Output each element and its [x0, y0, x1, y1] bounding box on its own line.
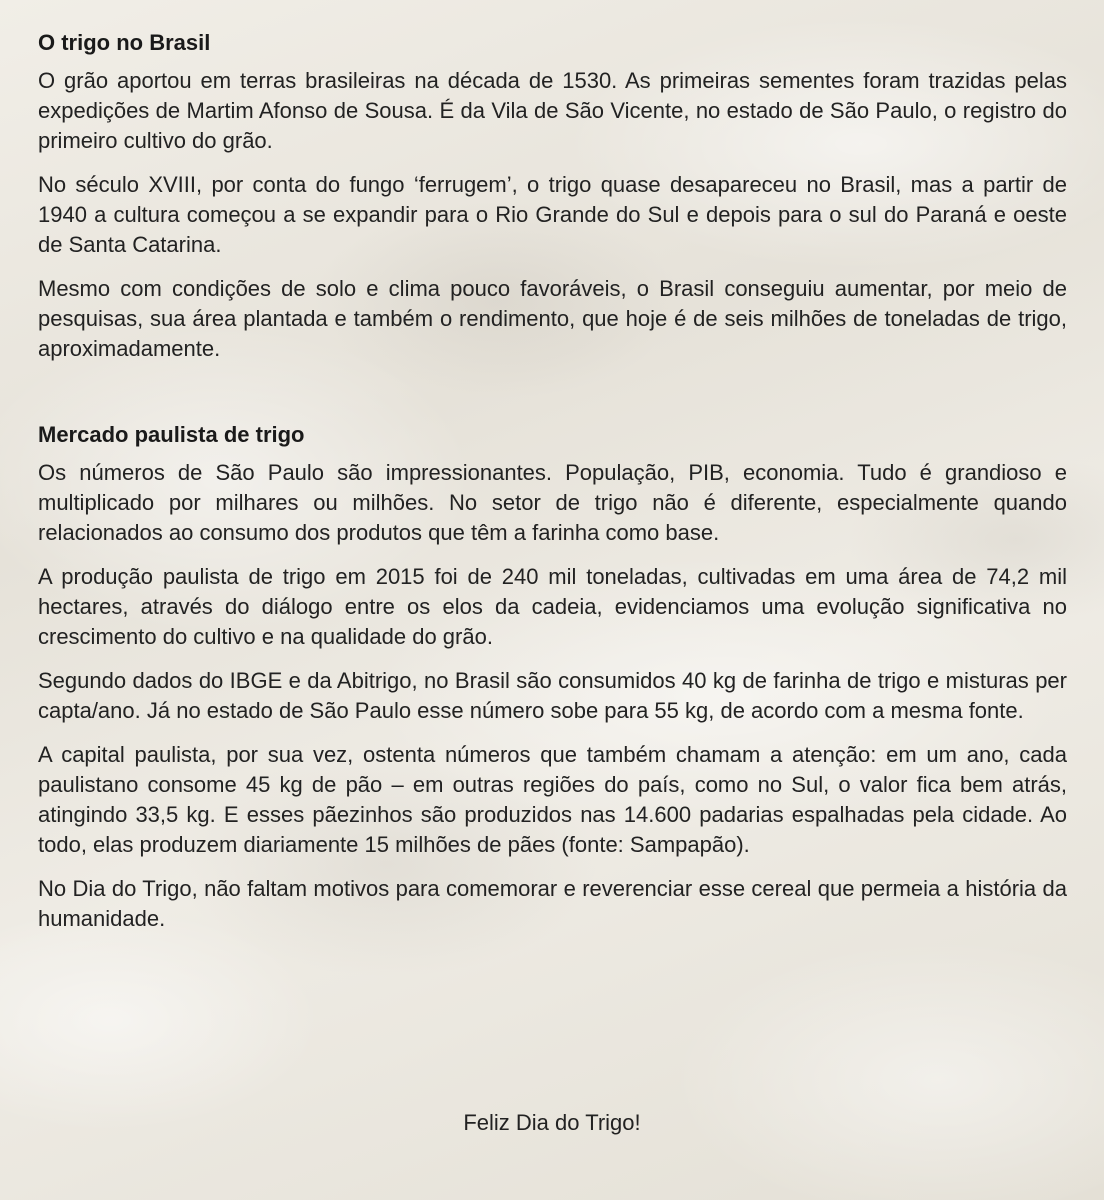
paragraph: Mesmo com condições de solo e clima pouco favoráveis, o Brasil conseguiu aumentar, por meio de pesquisas, sua área plantada e também o rendimento, que hoje é de seis milhões de toneladas de trigo, aproximadamente. [38, 276, 1067, 361]
section-spacer [38, 378, 1067, 420]
closing-message: Feliz Dia do Trigo! [463, 1110, 641, 1135]
paragraph: O grão aportou em terras brasileiras na década de 1530. As primeiras sementes foram trazidas pelas expedições de Martim Afonso de Sousa. É da Vila de São Vicente, no estado de São Paulo, o registro do primeiro cultivo do grão. [38, 68, 1067, 153]
paragraph: Os números de São Paulo são impressionantes. População, PIB, economia. Tudo é grandioso e multiplicado por milhares ou milhões. No setor de trigo não é diferente, especialmente quando relacionados ao consumo dos produtos que têm a farinha como base. [38, 460, 1067, 545]
section-mercado-paulista [38, 420, 1067, 934]
paragraph: No século XVIII, por conta do fungo ‘ferrugem’, o trigo quase desapareceu no Brasil, mas a partir de 1940 a cultura começou a se expandir para o Rio Grande do Sul e depois para o sul do Paraná e oeste de Santa Catarina. [38, 172, 1067, 257]
section-title: Mercado paulista de trigo [38, 422, 305, 447]
article [38, 28, 1067, 948]
paragraph: A capital paulista, por sua vez, ostenta números que também chamam a atenção: em um ano, cada paulistano consome 45 kg de pão – em outras regiões do país, como no Sul, o valor fica bem atrás, atingindo 33,5 kg. E esses pãezinhos são produzidos nas 14.600 padarias espalhadas pela cidade. Ao todo, elas produzem diariamente 15 milhões de pães (fonte: Sampapão). [38, 742, 1067, 857]
paragraph: A produção paulista de trigo em 2015 foi de 240 mil toneladas, cultivadas em uma área de 74,2 mil hectares, através do diálogo entre os elos da cadeia, evidenciamos uma evolução significativa no crescimento do cultivo e na qualidade do grão. [38, 564, 1067, 649]
paragraph: Segundo dados do IBGE e da Abitrigo, no Brasil são consumidos 40 kg de farinha de trigo e misturas per capta/ano. Já no estado de São Paulo esse número sobe para 55 kg, de acordo com a mesma fonte. [38, 668, 1067, 723]
paragraph: No Dia do Trigo, não faltam motivos para comemorar e reverenciar esse cereal que permeia a história da humanidade. [38, 876, 1067, 931]
section-title: O trigo no Brasil [38, 30, 211, 55]
section-trigo-no-brasil [38, 28, 1067, 364]
